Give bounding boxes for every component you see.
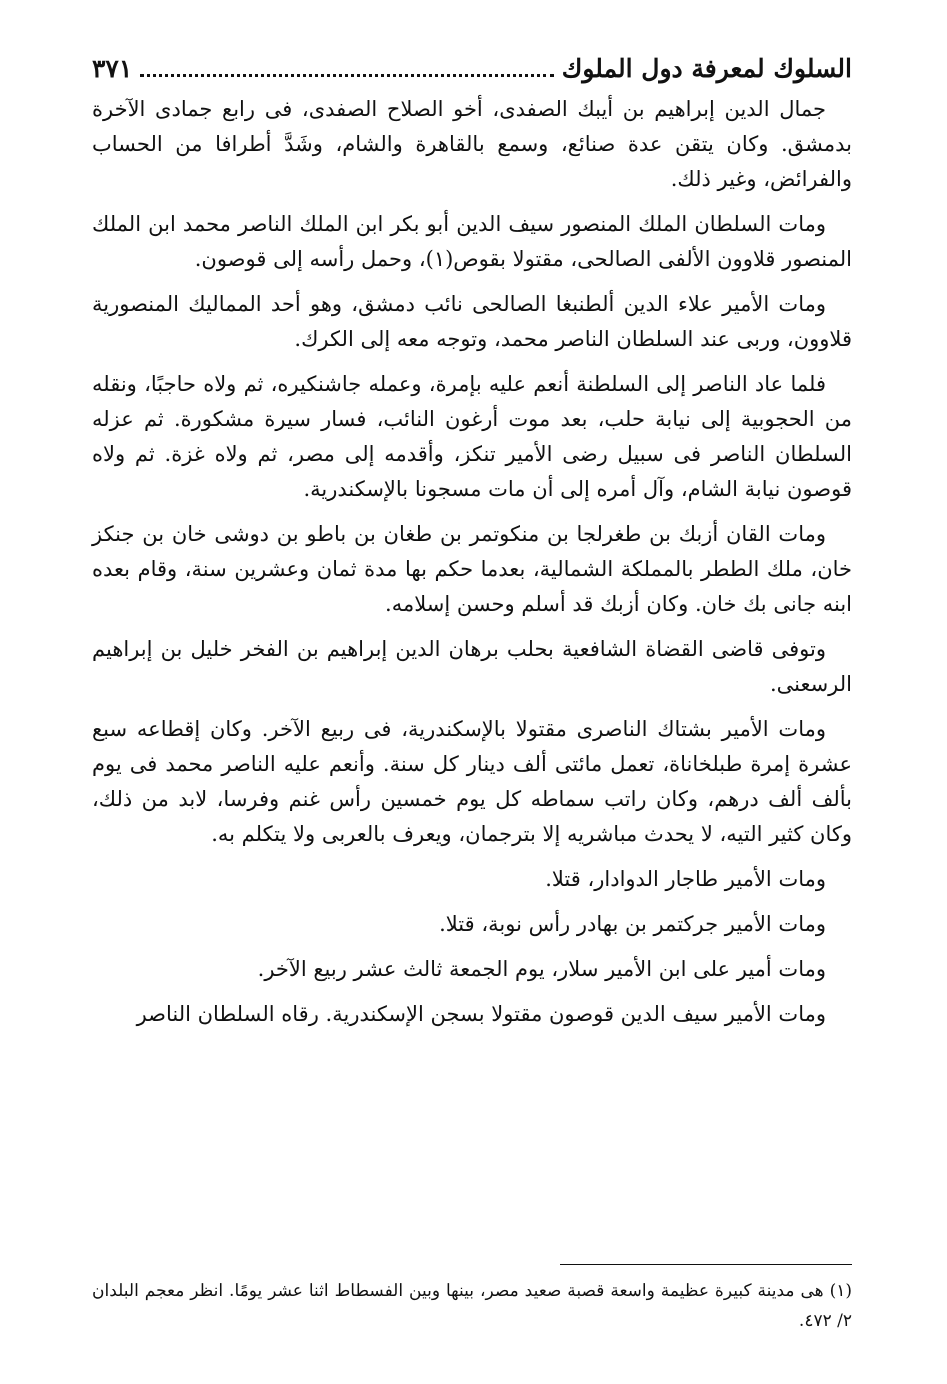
paragraph: ومات الأمير جركتمر بن بهادر رأس نوبة، قتلا.	[439, 912, 826, 936]
paragraph: فلما عاد الناصر إلى السلطنة أنعم عليه بإمرة، وعمله جاشنكيره، ثم ولاه حاجبًا، ونقله من الحجوبية إلى نيابة حلب، بعد موت أرغون النائب، فسار سيرة مشكورة. ثم عزله السلطان الناصر فى سبيل رضى الأمير تنكز، وأقدمه إلى مصر، ثم ولاه غزة. ثم ولاه قوصون نيابة الشام، وآل أمره إلى أن مات مسجونا بالإسكندرية.	[92, 372, 852, 501]
footnote-divider	[560, 1264, 852, 1265]
book-page	[92, 40, 852, 1360]
running-header	[92, 50, 852, 86]
main-text	[92, 92, 852, 1042]
paragraph: ومات القان أزبك بن طغرلجا بن منكوتمر بن طغان بن باطو بن دوشى خان بن جنكز خان، ملك الططر بالمملكة الشمالية، بعدما حكم بها مدة ثمان وعشرين سنة، وقام بعده ابنه جانى بك خان. وكان أزبك قد أسلم وحسن إسلامه.	[92, 522, 852, 616]
paragraph: ومات الأمير سيف الدين قوصون مقتولا بسجن الإسكندرية. رقاه السلطان الناصر	[136, 1002, 826, 1026]
footnote: (١) هى مدينة كبيرة عظيمة واسعة قصبة صعيد مصر، بينها وبين الفسطاط اثنا عشر يومًا. انظر معجم البلدان ٢/ ٤٧٢.	[92, 1281, 852, 1331]
page-number: ٣٧١	[92, 53, 133, 83]
paragraph: وتوفى قاضى القضاة الشافعية بحلب برهان الدين إبراهيم بن الفخر خليل بن إبراهيم الرسعنى.	[92, 637, 852, 696]
header-title: السلوك لمعرفة دول الملوك	[561, 53, 852, 83]
paragraph: ومات أمير على ابن الأمير سلار، يوم الجمعة ثالث عشر ربيع الآخر.	[257, 957, 826, 981]
paragraph: جمال الدين إبراهيم بن أيبك الصفدى، أخو الصلاح الصفدى، فى رابع جمادى الآخرة بدمشق. وكان يتقن عدة صنائع، وسمع بالقاهرة والشام، وشَدَّ أطرافا من الحساب والفرائض، وغير ذلك.	[92, 97, 852, 191]
paragraph: ومات الأمير طاجار الدوادار، قتلا.	[545, 867, 826, 891]
paragraph: ومات الأمير علاء الدين ألطنبغا الصالحى نائب دمشق، وهو أحد المماليك المنصورية قلاوون، وربى عند السلطان الناصر محمد، وتوجه معه إلى الكرك.	[92, 292, 852, 351]
header-dot-leader	[140, 60, 553, 77]
paragraph: ومات السلطان الملك المنصور سيف الدين أبو بكر ابن الملك الناصر محمد ابن الملك المنصور قلاوون الألفى الصالحى، مقتولا بقوص(١)، وحمل رأسه إلى قوصون.	[92, 212, 852, 271]
paragraph: ومات الأمير بشتاك الناصرى مقتولا بالإسكندرية، فى ربيع الآخر. وكان إقطاعه سبع عشرة إمرة طبلخاناة، تعمل مائتى ألف دينار كل سنة. وأنعم عليه الناصر محمد فى يوم بألف ألف درهم، وكان راتب سماطه كل يوم خمسين رأس غنم وفرسا، لابد من ذلك، وكان كثير التيه، لا يحدث مباشريه إلا بترجمان، ويعرف بالعربى ولا يتكلم به.	[92, 717, 852, 846]
